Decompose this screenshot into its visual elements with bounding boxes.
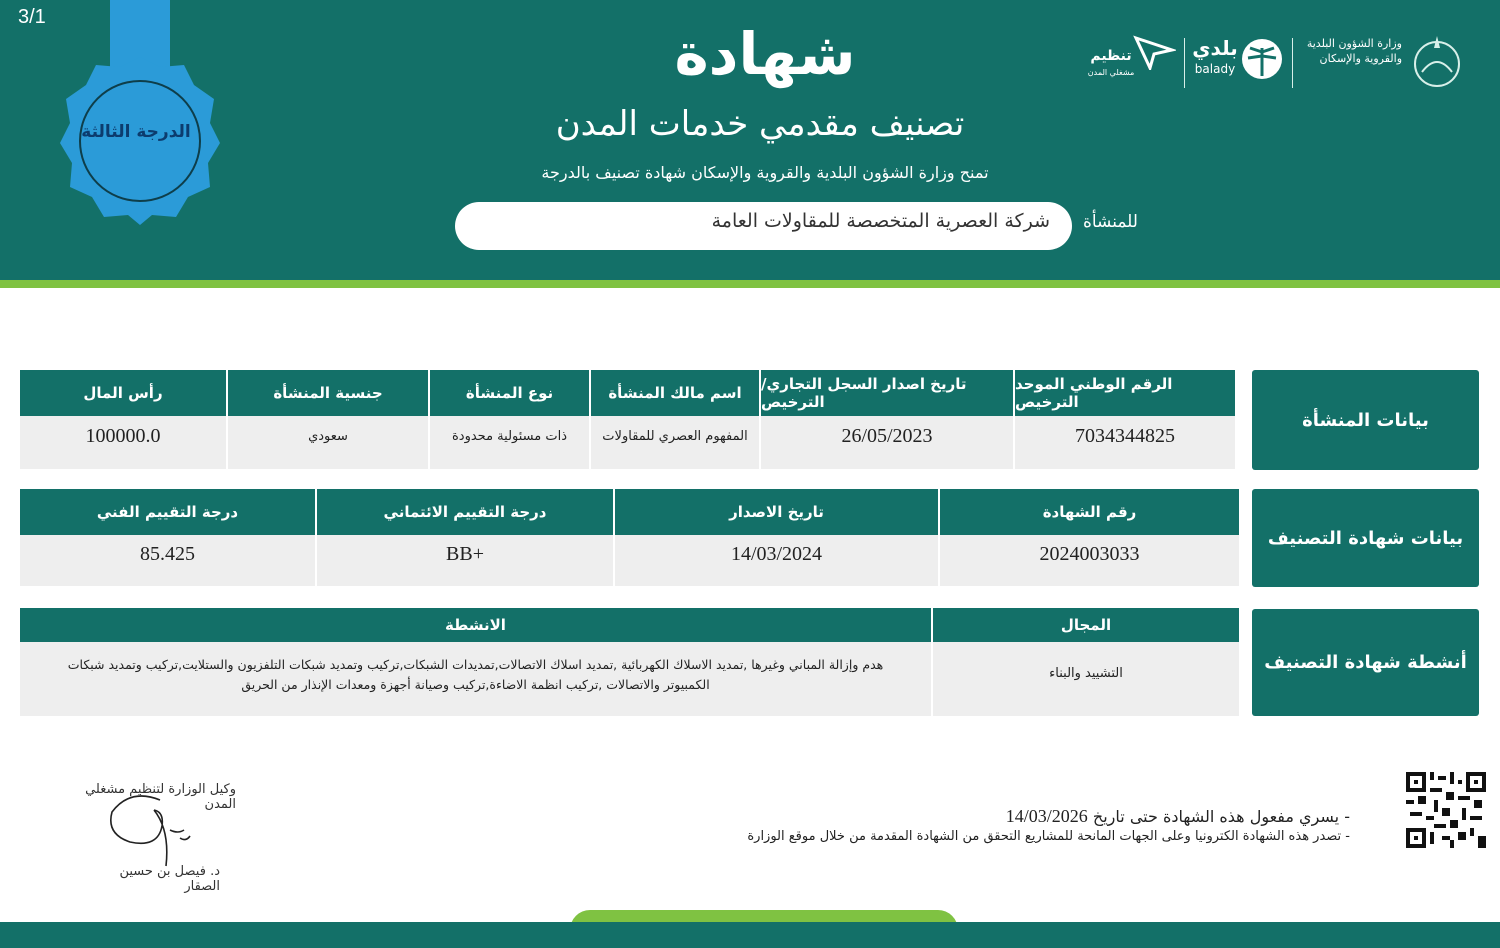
issuance-note: - تصدر هذه الشهادة الكترونيا وعلى الجهات المانحة للمشاريع التحقق من الشهادة المقدمة من خلال موقع الوزارة [747,829,1350,844]
certificate-intro: تمنح وزارة الشؤون البلدية والقروية والإسكان شهادة تصنيف بالدرجة [541,163,989,182]
table-header: رقم الشهادة [940,489,1239,535]
table-column [20,489,315,586]
table-header: الانشطة [20,608,931,642]
section-certificate-activities: أنشطة شهادة التصنيف [1252,609,1479,716]
table-cell: BB+ [317,535,613,586]
handwritten-signature [100,790,210,870]
table-header: نوع المنشأة [430,370,589,416]
table-column [1013,370,1235,469]
table-cell: 85.425 [20,535,315,586]
table-header: اسم مالك المنشأة [591,370,759,416]
certificate-table [20,489,1239,586]
table-header: درجة التقييم الفني [20,489,315,535]
signatory-name: د. فيصل بن حسين الصقار [119,864,220,894]
activity-list: هدم وإزالة المباني وغيرها ,تمديد الاسلاك الكهربائية ,تمديد اسلاك الاتصالات,تمديدات الشبكات,تركيب وتمديد شبكات التلفزيون والستلايت,تركيب وتمديد شبكات الكمبيوتر والاتصالات ,تركيب انظمة الاضاءة,تركيب وصيانة أجهزة ومعدات الإنذار من الحريق [20,642,931,716]
table-column [589,370,759,469]
page-number: 3/1 [18,6,46,28]
table-header: المجال [933,608,1239,642]
table-cell: 7034344825 [1015,416,1235,469]
header-accent-line [0,280,1500,288]
tanzeem-logo-text: تنظيم [1090,48,1132,64]
table-header: درجة التقييم الائتماني [317,489,613,535]
activity-field: التشييد والبناء [933,642,1239,716]
balady-logo-en: balady [1194,62,1236,76]
org-name: شركة العصرية المتخصصة للمقاولات العامة [711,210,1050,232]
validity-note-text: - يسري مفعول هذه الشهادة حتى تاريخ [1092,807,1350,826]
certificate-subtitle: تصنيف مقدمي خدمات المدن [555,104,965,144]
qr-code-icon [1406,772,1486,848]
table-cell: 100000.0 [20,416,226,469]
logo-separator [1292,38,1293,88]
logo-separator [1184,38,1185,88]
certificate-footer [0,922,1500,948]
table-header: الرقم الوطني الموحد الترخيص [1015,370,1235,416]
signatory-title: وكيل الوزارة لتنظيم مشغلي المدن [85,782,236,812]
table-header: جنسية المنشأة [228,370,428,416]
validity-note [1006,806,1350,827]
table-cell: 2024003033 [940,535,1239,586]
palm-icon [1240,34,1284,84]
table-cell: المفهوم العصري للمقاولات [591,416,759,469]
table-cell: سعودي [228,416,428,469]
section-certificate-data: بيانات شهادة التصنيف [1252,489,1479,587]
table-column [226,370,428,469]
section-establishment-data: بيانات المنشأة [1252,370,1479,470]
table-column [20,370,226,469]
table-header: تاريخ اصدار السجل التجاري/ الترخيص [761,370,1013,416]
tanzeem-logo-subtext: مشغلي المدن [1087,68,1135,77]
table-header: رأس المال [20,370,226,416]
table-cell: ذات مسئولية محدودة [430,416,589,469]
table-header: تاريخ الاصدار [615,489,938,535]
table-column [938,489,1239,586]
logo-strip [1080,28,1470,98]
table-cell: 26/05/2023 [761,416,1013,469]
establishment-table [20,370,1235,469]
org-label: للمنشأة [1082,212,1138,232]
table-column [613,489,938,586]
validity-date: 14/03/2026 [1005,806,1088,826]
ministry-logo-text: وزارة الشؤون البلدية والقروية والإسكان [1306,37,1402,65]
certificate-title: شهادة [674,20,856,88]
table-column [759,370,1013,469]
balady-logo-ar: بلدي [1192,36,1238,60]
tanzeem-arrow-icon [1132,34,1176,70]
table-column [931,608,1239,716]
table-column [20,608,931,716]
grade-seal-text: الدرجة الثالثة [81,122,191,142]
table-column [428,370,589,469]
table-column [315,489,613,586]
table-cell: 14/03/2024 [615,535,938,586]
activities-table [20,608,1239,716]
ministry-emblem-icon [1410,32,1464,88]
